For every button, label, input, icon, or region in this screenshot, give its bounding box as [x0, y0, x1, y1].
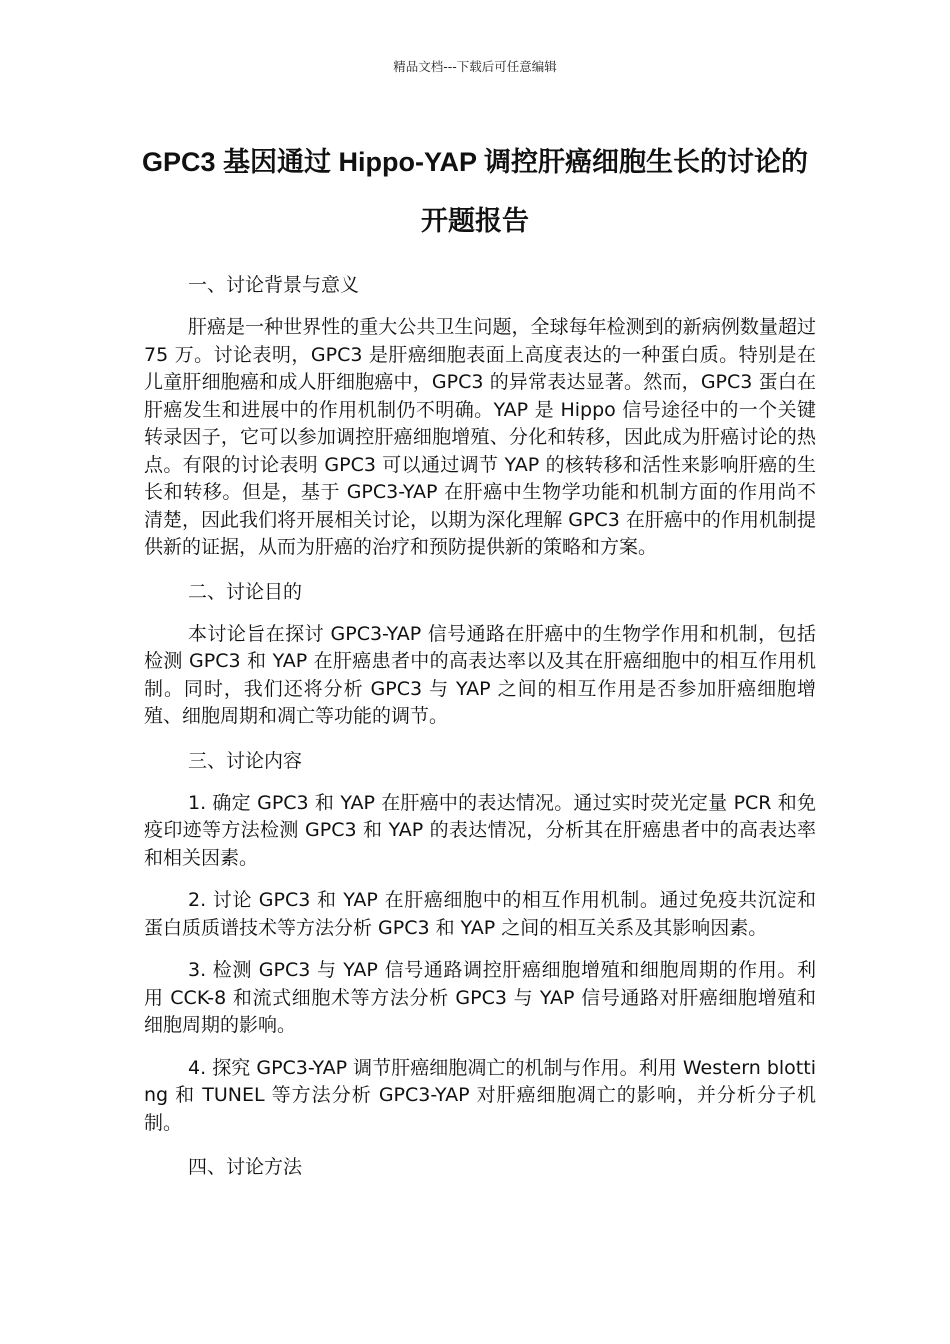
paragraph: 2. 讨论 GPC3 和 YAP 在肝癌细胞中的相互作用机制。通过免疫共沉淀和蛋白质质谱技术等方法分析 GPC3 和 YAP 之间的相互关系及其影响因素。 — [144, 889, 816, 939]
section-heading: 四、讨论方法 — [188, 1156, 303, 1178]
section-heading: 一、讨论背景与意义 — [188, 274, 360, 296]
paragraph: 肝癌是一种世界性的重大公共卫生问题，全球每年检测到的新病例数量超过 75 万。讨论表明，GPC3 是肝癌细胞表面上高度表达的一种蛋白质。特别是在儿童肝细胞癌和成人肝细胞癌中，GPC3 的异常表达显著。然而，GPC3 蛋白在肝癌发生和进展中的作用机制仍不明确。YAP 是 Hippo 信号途径中的一个关键转录因子，它可以参加调控肝癌细胞增殖、分化和转移，因此成为肝癌讨论的热点。有限的讨论表明 GPC3 可以通过调节 YAP 的核转移和活性来影响肝癌的生长和转移。但是，基于 GPC3-YAP 在肝癌中生物学功能和机制方面的作用尚不清楚，因此我们将开展相关讨论，以期为深化理解 GPC3 在肝癌中的作用机制提供新的证据，从而为肝癌的治疗和预防提供新的策略和方案。 — [144, 316, 816, 558]
document-body — [144, 270, 816, 1196]
section-methods — [144, 1152, 816, 1182]
section-heading: 三、讨论内容 — [188, 749, 303, 772]
paragraph: 1. 确定 GPC3 和 YAP 在肝癌中的表达情况。通过实时荧光定量 PCR 和免疫印迹等方法检测 GPC3 和 YAP 的表达情况，分析其在肝癌患者中的高表达率和相关因素。 — [144, 791, 816, 869]
section-content — [144, 746, 816, 1138]
paragraph: 3. 检测 GPC3 与 YAP 信号通路调控肝癌细胞增殖和细胞周期的作用。利用 CCK-8 和流式细胞术等方法分析 GPC3 与 YAP 信号通路对肝癌细胞增殖和细胞周期的影响。 — [144, 959, 816, 1036]
section-purpose — [144, 577, 816, 731]
page-header-note: 精品文档---下载后可任意编辑 — [393, 59, 557, 74]
paragraph: 本讨论旨在探讨 GPC3-YAP 信号通路在肝癌中的生物学作用和机制，包括检测 GPC3 和 YAP 在肝癌患者中的高表达率以及其在肝癌细胞中的相互作用机制。同时，我们还将分析 GPC3 与 YAP 之间的相互作用是否参加肝癌细胞增殖、细胞周期和凋亡等功能的调节。 — [144, 622, 816, 727]
document-title: GPC3 基因通过 Hippo-YAP 调控肝癌细胞生长的讨论的开题报告 — [141, 147, 809, 236]
section-heading: 二、讨论目的 — [188, 580, 303, 603]
section-background — [144, 270, 816, 562]
paragraph: 4. 探究 GPC3-YAP 调节肝癌细胞凋亡的机制与作用。利用 Western blotting 和 TUNEL 等方法分析 GPC3-YAP 对肝癌细胞凋亡的影响，并分析分子机制。 — [144, 1056, 816, 1134]
